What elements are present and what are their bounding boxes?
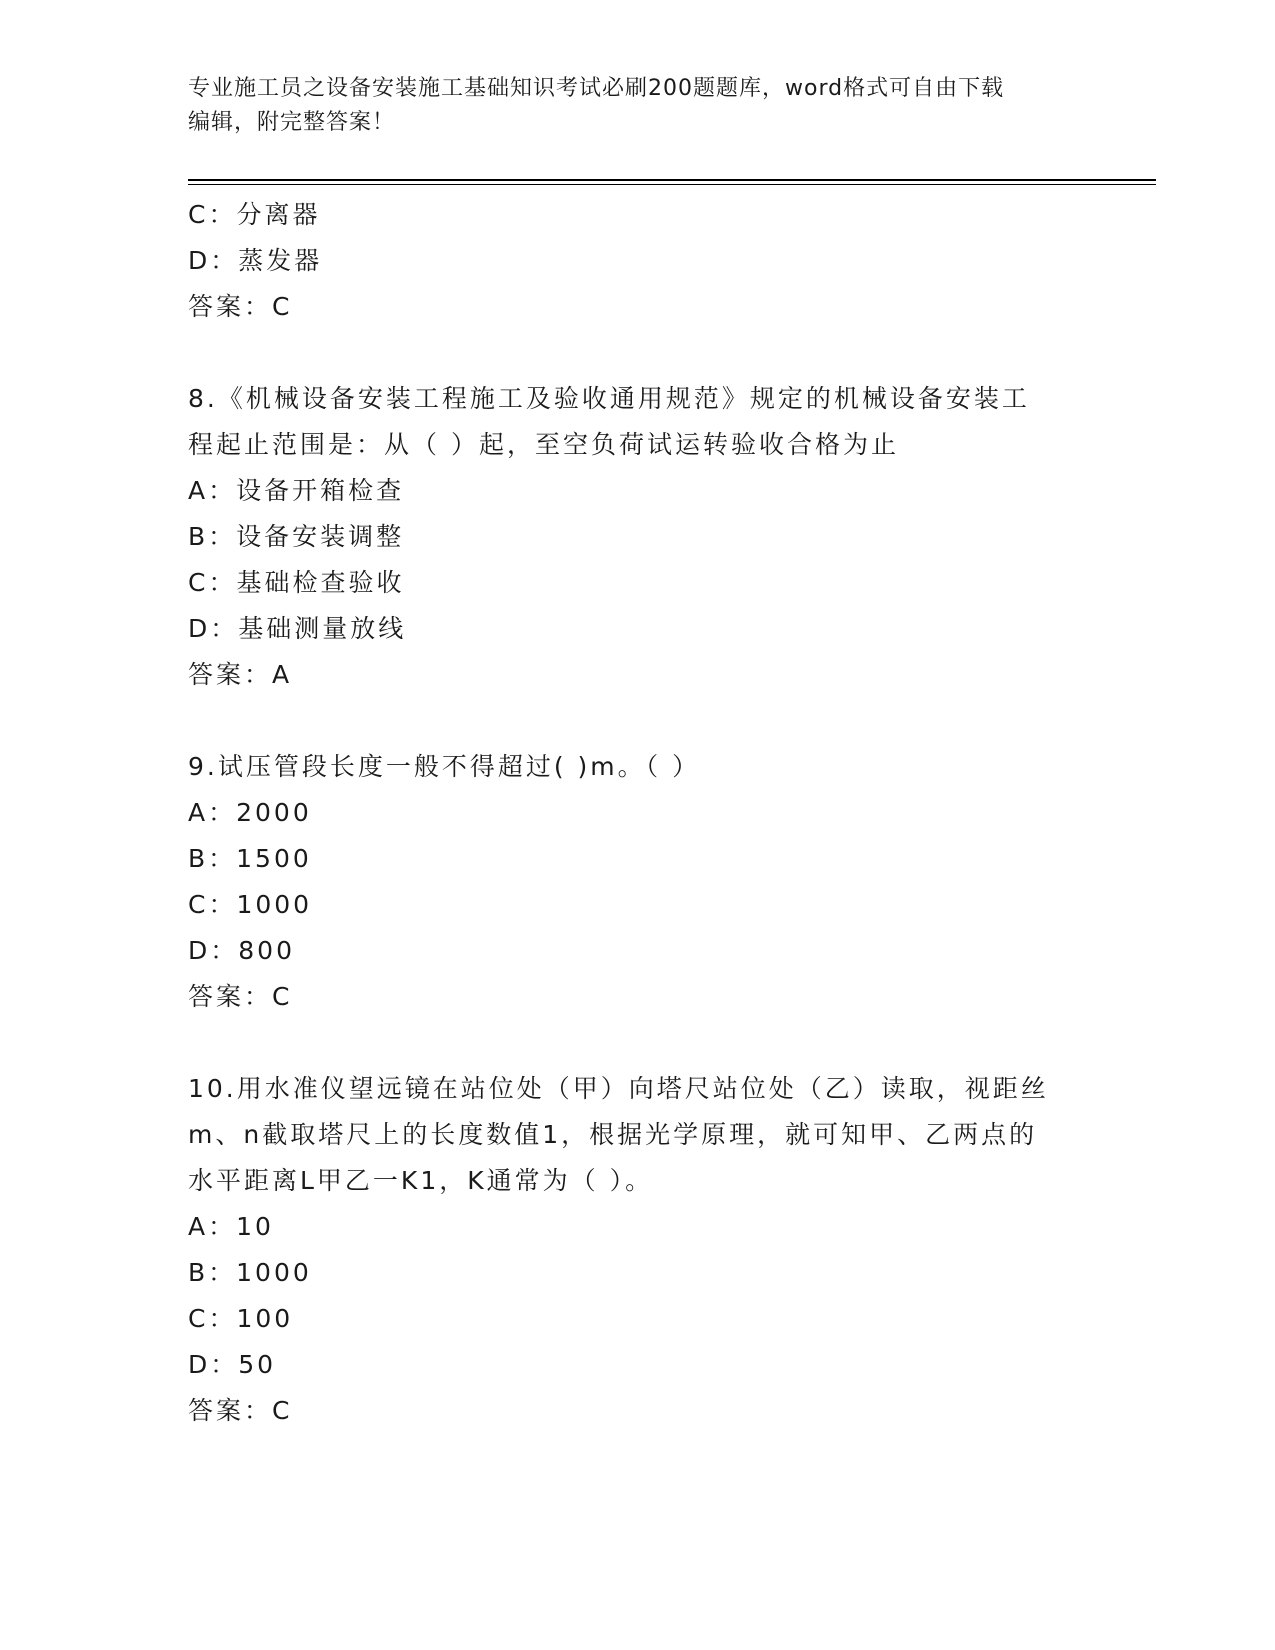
previous-question <box>188 192 1088 330</box>
option-label: D： <box>188 614 239 643</box>
header-line-1: 专业施工员之设备安装施工基础知识考试必刷200题题库，word格式可自由下载 <box>188 76 1005 101</box>
option-c <box>188 560 1088 606</box>
answer-line: 答案：C <box>188 1396 293 1425</box>
header-line-2: 编辑，附完整答案！ <box>188 110 396 135</box>
option-c <box>188 882 1088 928</box>
option-text: 1000 <box>236 1258 312 1287</box>
answer-line: 答案：C <box>188 982 293 1011</box>
option-d <box>188 606 1088 652</box>
question-list <box>188 192 1088 1434</box>
question-10 <box>188 1066 1088 1434</box>
option-text: 设备安装调整 <box>236 522 405 551</box>
option-label: B： <box>188 1258 237 1287</box>
option-label: B： <box>188 522 237 551</box>
option-d <box>188 238 1088 284</box>
option-text: 100 <box>236 1304 294 1333</box>
option-text: 50 <box>238 1350 277 1379</box>
option-text: 1500 <box>236 844 312 873</box>
option-c <box>188 192 1088 238</box>
option-label: D： <box>188 1350 239 1379</box>
question-stem-line: 8.《机械设备安装工程施工及验收通用规范》规定的机械设备安装工 <box>188 384 1030 413</box>
option-text: 1000 <box>236 890 313 919</box>
option-label: C： <box>188 200 237 229</box>
question-stem-line: 水平距离L甲乙一K1，K通常为（ ）。 <box>188 1166 654 1195</box>
option-d <box>188 1342 1088 1388</box>
option-label: C： <box>188 1304 237 1333</box>
option-a <box>188 790 1088 836</box>
option-label: A： <box>188 798 237 827</box>
option-text: 蒸发器 <box>238 246 323 275</box>
answer-line: 答案：A <box>188 660 293 689</box>
option-text: 分离器 <box>236 200 321 229</box>
option-a <box>188 1204 1088 1250</box>
spacer <box>188 1020 1088 1066</box>
question-9 <box>188 744 1088 1020</box>
document-header <box>188 72 1088 140</box>
option-text: 基础检查验收 <box>236 568 405 597</box>
spacer <box>188 698 1088 744</box>
option-text: 2000 <box>236 798 312 827</box>
question-8 <box>188 376 1088 698</box>
option-label: D： <box>188 936 239 965</box>
option-label: D： <box>188 246 239 275</box>
option-d <box>188 928 1088 974</box>
option-label: A： <box>188 1212 237 1241</box>
answer-line: 答案：C <box>188 292 293 321</box>
spacer <box>188 330 1088 376</box>
header-divider-thick <box>188 179 1156 181</box>
option-b <box>188 836 1088 882</box>
question-stem-line: m、n截取塔尺上的长度数值1，根据光学原理，就可知甲、乙两点的 <box>188 1120 1038 1149</box>
option-b <box>188 1250 1088 1296</box>
option-a <box>188 468 1088 514</box>
option-label: C： <box>188 890 237 919</box>
option-label: C： <box>188 568 237 597</box>
option-b <box>188 514 1088 560</box>
option-c <box>188 1296 1088 1342</box>
option-label: A： <box>188 476 237 505</box>
option-text: 基础测量放线 <box>238 614 407 643</box>
option-label: B： <box>188 844 237 873</box>
header-divider-thin <box>188 184 1156 185</box>
option-text: 800 <box>238 936 295 965</box>
option-text: 10 <box>236 1212 274 1241</box>
option-text: 设备开箱检查 <box>236 476 405 505</box>
question-stem-line: 9.试压管段长度一般不得超过( )m。（ ） <box>188 752 701 781</box>
question-stem-line: 程起止范围是：从（ ）起，至空负荷试运转验收合格为止 <box>188 430 899 459</box>
question-stem-line: 10.用水准仪望远镜在站位处（甲）向塔尺站位处（乙）读取，视距丝 <box>188 1074 1049 1103</box>
